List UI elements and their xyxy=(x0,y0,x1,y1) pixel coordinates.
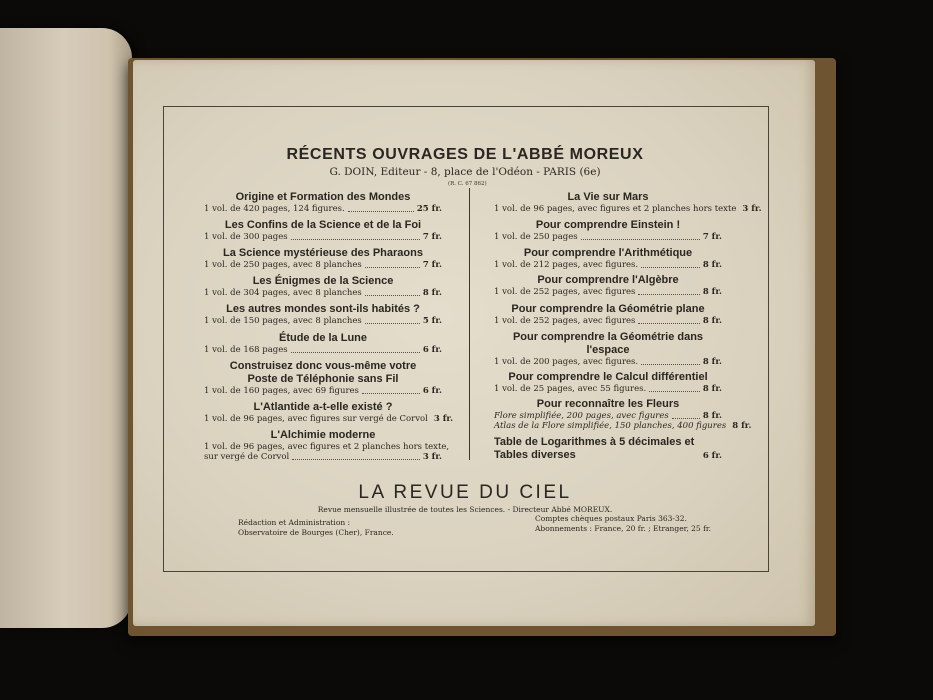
book-price: 6 fr. xyxy=(422,386,442,396)
book-details xyxy=(204,316,442,326)
book-details xyxy=(204,232,442,242)
book-details xyxy=(494,232,722,242)
book-entry xyxy=(494,247,722,270)
book-details xyxy=(204,345,442,355)
book-title: L'Atlantide a-t-elle existé ? xyxy=(253,401,393,413)
book-entry xyxy=(204,303,442,326)
book-description: 1 vol. de 304 pages, avec 8 planches xyxy=(204,288,362,298)
book-entry xyxy=(204,401,454,424)
book-entry xyxy=(494,219,722,242)
book-description: Atlas de la Flore simplifiée, 150 planches, 400 figures xyxy=(494,421,727,431)
book-price: 8 fr. xyxy=(702,411,722,421)
book-price: 3 fr. xyxy=(742,204,762,214)
book-price: 8 fr. xyxy=(702,260,722,270)
book-price: 8 fr. xyxy=(702,384,722,394)
book-title: Les Confins de la Science et de la Foi xyxy=(224,219,422,231)
book-title: Étude de la Lune xyxy=(278,332,367,344)
book-details xyxy=(494,287,722,297)
book-details xyxy=(204,414,454,424)
book-price: 8 fr. xyxy=(422,288,442,298)
subscription-prices-line: Abonnements : France, 20 fr. ; Etranger, 25 fr. xyxy=(535,524,712,533)
book-entry xyxy=(494,436,722,461)
book-title: Origine et Formation des Mondes xyxy=(235,191,411,203)
book-details xyxy=(494,411,722,421)
book-details xyxy=(204,452,442,462)
book-description: 1 vol. de 168 pages xyxy=(204,345,288,355)
book-details xyxy=(494,421,752,431)
book-price: 5 fr. xyxy=(422,316,442,326)
book-price: 25 fr. xyxy=(416,204,442,214)
book-details xyxy=(494,260,722,270)
book-details xyxy=(494,316,722,326)
book-entry xyxy=(204,332,442,355)
book-price: 7 fr. xyxy=(422,260,442,270)
book-description: 1 vol. de 160 pages, avec 69 figures xyxy=(204,386,359,396)
book-title: Les Énigmes de la Science xyxy=(252,275,394,287)
book-description: 1 vol. de 250 pages xyxy=(494,232,578,242)
book-price: 7 fr. xyxy=(702,232,722,242)
book-description: 1 vol. de 150 pages, avec 8 planches xyxy=(204,316,362,326)
book-entry xyxy=(494,398,752,431)
book-details xyxy=(204,204,442,214)
book-details xyxy=(494,204,762,214)
book-details xyxy=(204,288,442,298)
redaction-address xyxy=(238,518,394,538)
book-price: 7 fr. xyxy=(422,232,442,242)
book-price: 8 fr. xyxy=(702,357,722,367)
book-title: Les autres mondes sont-ils habités ? xyxy=(226,303,420,315)
book-description: 1 vol. de 420 pages, 124 figures. xyxy=(204,204,345,214)
left-book-page xyxy=(0,28,132,628)
book-details xyxy=(494,384,722,394)
book-entry xyxy=(204,191,442,214)
book-description: 1 vol. de 96 pages, avec figures sur vergé de Corvol xyxy=(204,414,428,424)
book-description: 1 vol. de 200 pages, avec figures. xyxy=(494,357,639,367)
book-title: La Science mystérieuse des Pharaons xyxy=(223,247,423,259)
book-description: 1 vol. de 250 pages, avec 8 planches xyxy=(204,260,362,270)
book-entry xyxy=(204,429,450,462)
book-title: Table de Logarithmes à 5 décimales et Tables diverses xyxy=(494,436,695,461)
book-description: 1 vol. de 300 pages xyxy=(204,232,288,242)
book-details xyxy=(204,442,450,452)
revue-du-ciel-masthead: LA REVUE DU CIEL xyxy=(358,482,572,503)
book-price: 8 fr. xyxy=(702,316,722,326)
publisher-line: G. DOIN, Editeur - 8, place de l'Odéon - PARIS (6e) xyxy=(329,166,601,178)
registry-reference: (R. C. 67 862) xyxy=(448,181,487,187)
book-title: Pour comprendre l'Arithmétique xyxy=(523,247,693,259)
book-description: 1 vol. de 96 pages, avec figures et 2 planches hors texte, xyxy=(204,442,450,452)
book-title: Pour comprendre la Géométrie dans l'espace xyxy=(512,331,704,356)
book-entry xyxy=(494,371,722,394)
book-price: 3 fr. xyxy=(422,452,442,462)
book-description: 1 vol. de 252 pages, avec figures xyxy=(494,287,636,297)
book-details xyxy=(494,357,722,367)
book-description: 1 vol. de 96 pages, avec figures et 2 planches hors texte xyxy=(494,204,737,214)
book-entry xyxy=(494,303,722,326)
book-price: 6 fr. xyxy=(702,451,722,461)
book-title: La Vie sur Mars xyxy=(567,191,649,203)
catalog-title: RÉCENTS OUVRAGES DE L'ABBÉ MOREUX xyxy=(286,146,644,163)
observatory-line: Observatoire de Bourges (Cher), France. xyxy=(238,528,394,537)
book-description: 1 vol. de 212 pages, avec figures. xyxy=(494,260,639,270)
book-description: sur vergé de Corvol xyxy=(204,452,290,462)
book-entry xyxy=(494,191,762,214)
revue-subtitle: Revue mensuelle illustrée de toutes les Sciences. - Directeur Abbé MOREUX. xyxy=(317,505,613,514)
book-price: 8 fr. xyxy=(732,421,752,431)
book-title: L'Alchimie moderne xyxy=(270,429,376,441)
book-entry xyxy=(494,331,722,367)
book-entry xyxy=(204,219,442,242)
book-details xyxy=(204,386,442,396)
book-description: Flore simplifiée, 200 pages, avec figures xyxy=(494,411,669,421)
subscription-info xyxy=(535,514,711,534)
book-entry xyxy=(204,360,442,396)
book-title: Pour comprendre le Calcul différentiel xyxy=(508,371,708,383)
book-entry xyxy=(204,275,442,298)
book-title: Pour comprendre la Géométrie plane xyxy=(511,303,705,315)
book-title: Pour reconnaître les Fleurs xyxy=(536,398,680,410)
book-entry xyxy=(204,247,442,270)
book-title: Construisez donc vous-même votre Poste de Téléphonie sans Fil xyxy=(229,360,417,385)
redaction-line: Rédaction et Administration : xyxy=(238,518,351,527)
book-price: 6 fr. xyxy=(422,345,442,355)
book-title: Pour comprendre Einstein ! xyxy=(535,219,681,231)
postal-accounts-line: Comptes chèques postaux Paris 363-32. xyxy=(535,514,687,523)
column-divider xyxy=(469,188,470,460)
book-price: 3 fr. xyxy=(433,414,454,424)
book-title: Pour comprendre l'Algèbre xyxy=(537,274,679,286)
book-entry xyxy=(494,274,722,297)
book-description: 1 vol. de 252 pages, avec figures xyxy=(494,316,636,326)
book-description: 1 vol. de 25 pages, avec 55 figures. xyxy=(494,384,647,394)
book-price: 8 fr. xyxy=(702,287,722,297)
book-details xyxy=(204,260,442,270)
